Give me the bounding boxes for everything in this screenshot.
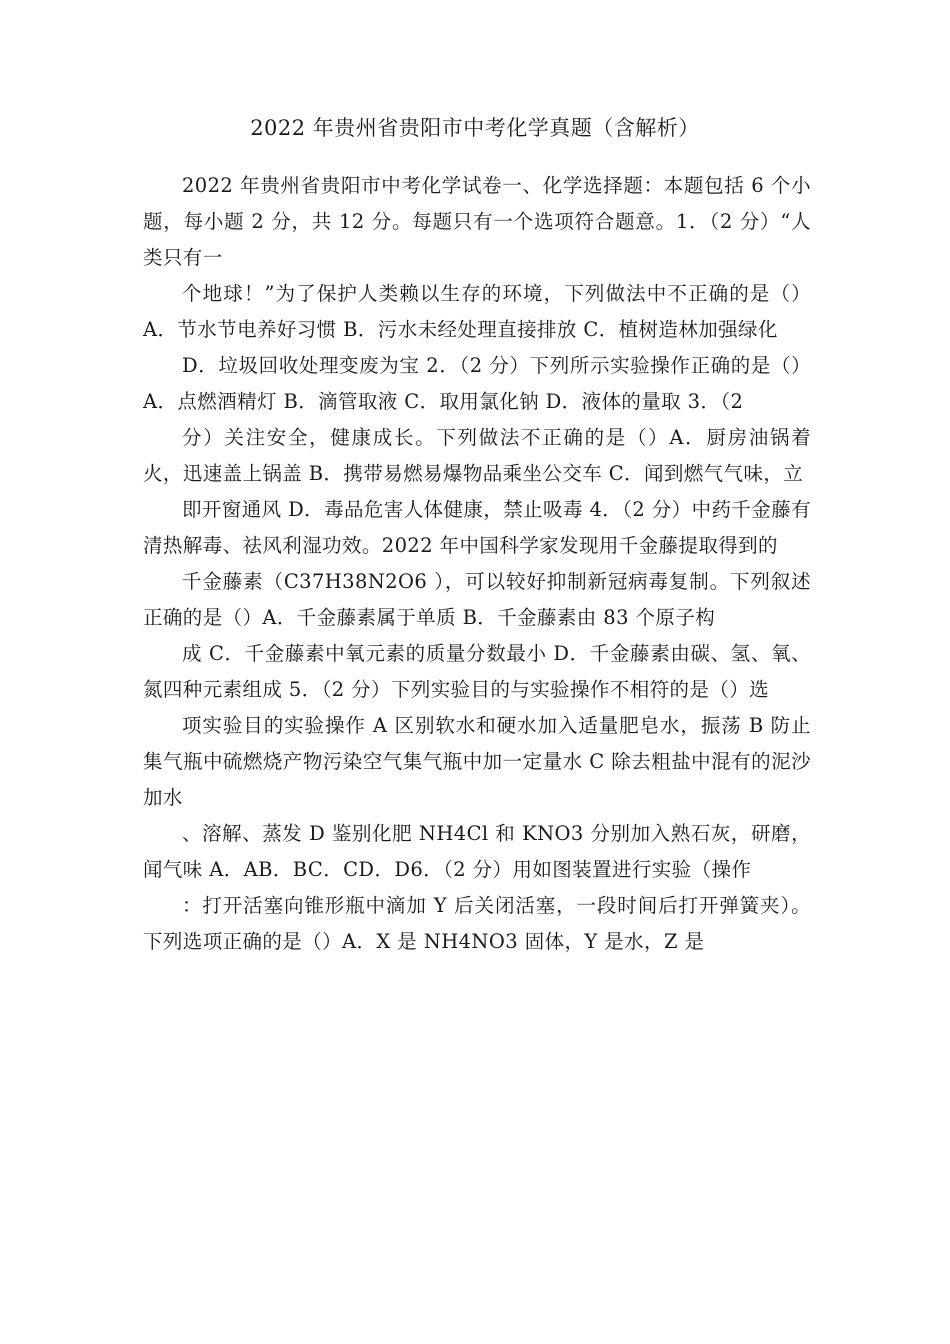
paragraph-4: 分）关注安全，健康成长。下列做法不正确的是（）A．厨房油锅着火，迅速盖上锅盖 B．携带易燃易爆物品乘坐公交车 C．闻到燃气气味，立	[143, 426, 811, 485]
paragraph-6: 千金藤素（C37H38N2O6 ），可以较好抑制新冠病毒复制。下列叙述正确的是（）A．千金藤素属于单质 B．千金藤素由 83 个原子构	[143, 570, 811, 629]
paragraph-3: D．垃圾回收处理变废为宝 2．（2 分）下列所示实验操作正确的是（）A．点燃酒精灯 B．滴管取液 C．取用氯化钠 D．液体的量取 3．（2	[143, 354, 811, 413]
paragraph-1: 2022 年贵州省贵阳市中考化学试卷一、化学选择题：本题包括 6 个小题，每小题 2 分，共 12 分。每题只有一个选项符合题意。1．（2 分）“人类只有一	[143, 174, 811, 269]
paragraph-5: 即开窗通风 D．毒品危害人体健康，禁止吸毒 4．（2 分）中药千金藤有清热解毒、祛风利湿功效。2022 年中国科学家发现用千金藤提取得到的	[143, 498, 811, 557]
document-body	[143, 168, 811, 960]
paragraph-7: 成 C．千金藤素中氧元素的质量分数最小 D．千金藤素由碳、氢、氧、氮四种元素组成 5．（2 分）下列实验目的与实验操作不相符的是（）选	[143, 642, 811, 701]
paragraph-9: 、溶解、蒸发 D 鉴别化肥 NH4Cl 和 KNO3 分别加入熟石灰，研磨，闻气味 A．AB．BC．CD．D6．（2 分）用如图装置进行实验（操作	[143, 822, 811, 881]
document-title: 2022 年贵州省贵阳市中考化学真题（含解析）	[250, 116, 700, 140]
paragraph-2: 个地球！”为了保护人类赖以生存的环境，下列做法中不正确的是（）A．节水节电养好习惯 B．污水未经处理直接排放 C．植树造林加强绿化	[143, 282, 811, 341]
paragraph-8: 项实验目的实验操作 A 区别软水和硬水加入适量肥皂水，振荡 B 防止集气瓶中硫燃烧产物污染空气集气瓶中加一定量水 C 除去粗盐中混有的泥沙加水	[143, 714, 811, 809]
paragraph-10: ：打开活塞向锥形瓶中滴加 Y 后关闭活塞，一段时间后打开弹簧夹）。下列选项正确的是（）A．X 是 NH4NO3 固体，Y 是水，Z 是	[143, 894, 811, 953]
